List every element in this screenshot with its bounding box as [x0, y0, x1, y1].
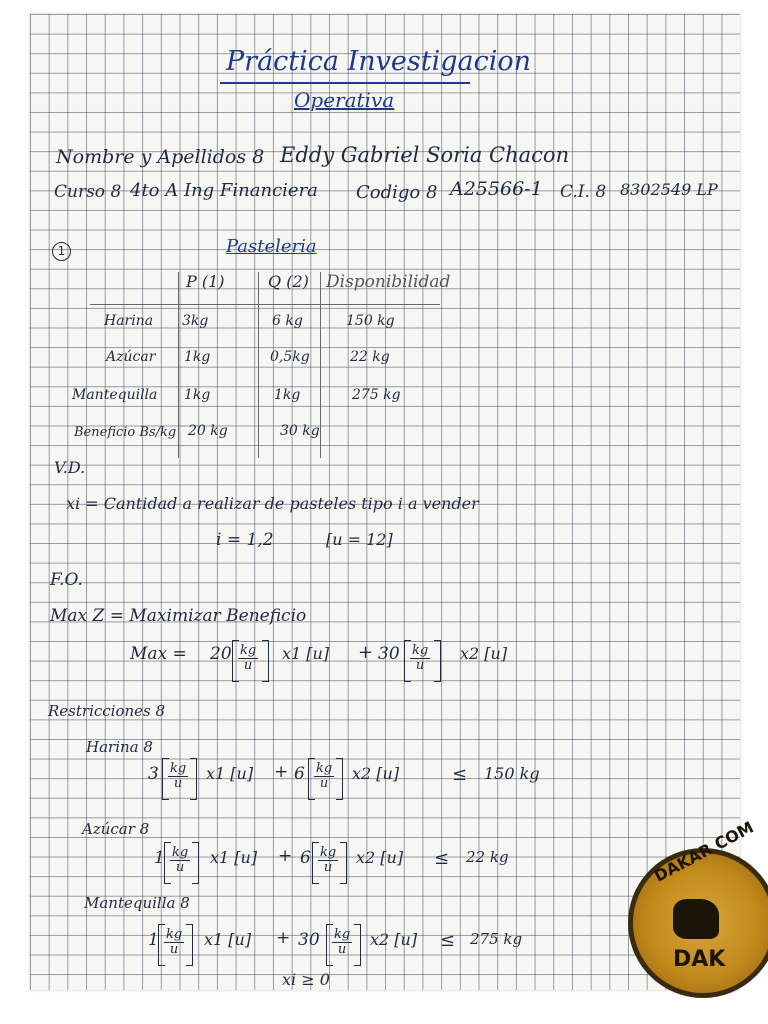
constraint-mantequilla-c1: 1	[148, 930, 159, 950]
unit-den: u	[169, 941, 179, 957]
objective-c1: 20	[210, 644, 232, 664]
table-col-divider-3	[320, 272, 321, 458]
table-col-divider-2	[258, 272, 259, 458]
constraint-mantequilla-x1: x1 [u]	[204, 930, 252, 949]
ci-label: C.I. 8	[560, 182, 607, 202]
bracket	[190, 758, 197, 800]
cell-mantequilla-disp: 275 kg	[352, 387, 401, 403]
bracket	[186, 924, 193, 966]
constraint-mantequilla-unit-2	[332, 928, 352, 956]
cell-beneficio-q: 30 kg	[280, 423, 320, 439]
max-prefix: Max =	[130, 644, 187, 664]
bracket	[336, 758, 343, 800]
constraint-azucar-plus: +	[278, 846, 293, 866]
cell-mantequilla-p: 1kg	[184, 387, 211, 403]
unit-den: u	[323, 859, 333, 875]
constraint-azucar-rel: ≤	[434, 848, 450, 869]
constraint-mantequilla-c2: 30	[298, 930, 320, 950]
objective-unit-2	[410, 644, 430, 672]
unit-den: u	[337, 941, 347, 957]
constraint-harina-unit-1	[168, 762, 188, 790]
cell-harina-p: 3kg	[182, 313, 209, 329]
constraint-mantequilla-rel: ≤	[440, 930, 456, 951]
constraint-azucar-c2: 6	[300, 848, 311, 868]
vd-definition: xi = Cantidad a realizar de pasteles tipo i a vender	[66, 494, 479, 513]
unit-den: u	[175, 859, 185, 875]
problem-number: 1	[52, 242, 71, 261]
restrictions-label: Restricciones 8	[48, 702, 166, 720]
objective-bracket-1-right	[262, 640, 269, 682]
sticker-text-bottom: DAK	[673, 947, 726, 972]
constraint-harina-c2: 6	[294, 764, 305, 784]
unit-num: kg	[316, 761, 333, 776]
cell-azucar-disp: 22 kg	[350, 349, 390, 365]
cell-beneficio-p: 20 kg	[188, 423, 228, 439]
objective-x2: x2 [u]	[460, 644, 508, 663]
code-label: Codigo 8	[356, 182, 438, 203]
page-subtitle: Operativa	[294, 88, 395, 112]
unit-num: kg	[170, 761, 187, 776]
maxz-line: Max Z = Maximizar Beneficio	[50, 606, 307, 626]
problem-title: Pasteleria	[226, 236, 317, 257]
name-value: Eddy Gabriel Soria Chacon	[280, 143, 570, 167]
objective-x1: x1 [u]	[282, 644, 330, 663]
vd-label: V.D.	[54, 458, 86, 477]
cell-azucar-p: 1kg	[184, 349, 211, 365]
bracket	[192, 842, 199, 884]
cell-azucar-q: 0,5kg	[270, 349, 310, 365]
constraint-harina-x2: x2 [u]	[352, 764, 400, 783]
table-header-q: Q (2)	[268, 272, 309, 291]
constraint-azucar-unit-2	[318, 846, 338, 874]
row-label-azucar: Azúcar	[106, 349, 156, 365]
constraint-mantequilla-label: Mantequilla 8	[84, 894, 190, 912]
cell-harina-q: 6 kg	[272, 313, 303, 329]
unit-num: kg	[412, 643, 429, 658]
constraint-mantequilla-plus: +	[276, 928, 291, 948]
unit-den: u	[243, 657, 253, 673]
objective-bracket-2-right	[434, 640, 441, 682]
title-underline	[220, 82, 470, 84]
bracket	[340, 842, 347, 884]
course-value: 4to A Ing Financiera	[130, 180, 318, 201]
page-title: Práctica Investigacion	[226, 46, 531, 77]
cell-harina-disp: 150 kg	[346, 313, 395, 329]
nonnegativity: xi ≥ 0	[282, 970, 330, 989]
objective-c2: 30	[378, 644, 400, 664]
unit-num: kg	[240, 643, 257, 658]
sticker-text-top: DAKAR COM	[651, 817, 757, 886]
table-top-rule	[90, 304, 440, 305]
constraint-harina-c1: 3	[148, 764, 159, 784]
vd-unit: [u = 12]	[326, 530, 393, 549]
fo-label: F.O.	[50, 570, 83, 590]
unit-num: kg	[166, 927, 183, 942]
sticker-logo	[628, 817, 768, 998]
unit-den: u	[415, 657, 425, 673]
constraint-azucar-c1: 1	[154, 848, 165, 868]
constraint-mantequilla-x2: x2 [u]	[370, 930, 418, 949]
constraint-azucar-label: Azúcar 8	[82, 820, 150, 838]
objective-unit-1	[238, 644, 258, 672]
unit-num: kg	[320, 845, 337, 860]
constraint-harina-x1: x1 [u]	[206, 764, 254, 783]
code-value: A25566-1	[450, 178, 543, 200]
name-label: Nombre y Apellidos 8	[56, 146, 265, 168]
constraint-harina-plus: +	[274, 762, 289, 782]
constraint-harina-rhs: 150 kg	[484, 764, 540, 783]
constraint-harina-label: Harina 8	[86, 738, 153, 756]
constraint-azucar-unit-1	[170, 846, 190, 874]
unit-num: kg	[172, 845, 189, 860]
unit-num: kg	[334, 927, 351, 942]
constraint-mantequilla-rhs: 275 kg	[470, 930, 523, 948]
unit-den: u	[173, 775, 183, 791]
unit-den: u	[319, 775, 329, 791]
bracket	[354, 924, 361, 966]
constraint-azucar-x2: x2 [u]	[356, 848, 404, 867]
table-header-disponibilidad: Disponibilidad	[326, 272, 451, 292]
row-label-beneficio: Beneficio Bs/kg	[74, 425, 177, 440]
constraint-azucar-rhs: 22 kg	[466, 848, 509, 866]
grid-paper-sheet	[30, 14, 740, 990]
vd-index: i = 1,2	[216, 530, 274, 550]
row-label-mantequilla: Mantequilla	[72, 387, 158, 403]
ci-value: 8302549 LP	[620, 180, 718, 199]
table-header-p: P (1)	[186, 272, 225, 291]
constraint-mantequilla-unit-1	[164, 928, 184, 956]
row-label-harina: Harina	[104, 313, 154, 329]
course-label: Curso 8	[54, 182, 122, 202]
cell-mantequilla-q: 1kg	[274, 387, 301, 403]
table-col-divider-1	[178, 272, 179, 458]
objective-plus: +	[358, 642, 374, 663]
sticker-figure-icon	[673, 899, 719, 939]
constraint-harina-rel: ≤	[452, 764, 468, 785]
constraint-harina-unit-2	[314, 762, 334, 790]
constraint-azucar-x1: x1 [u]	[210, 848, 258, 867]
